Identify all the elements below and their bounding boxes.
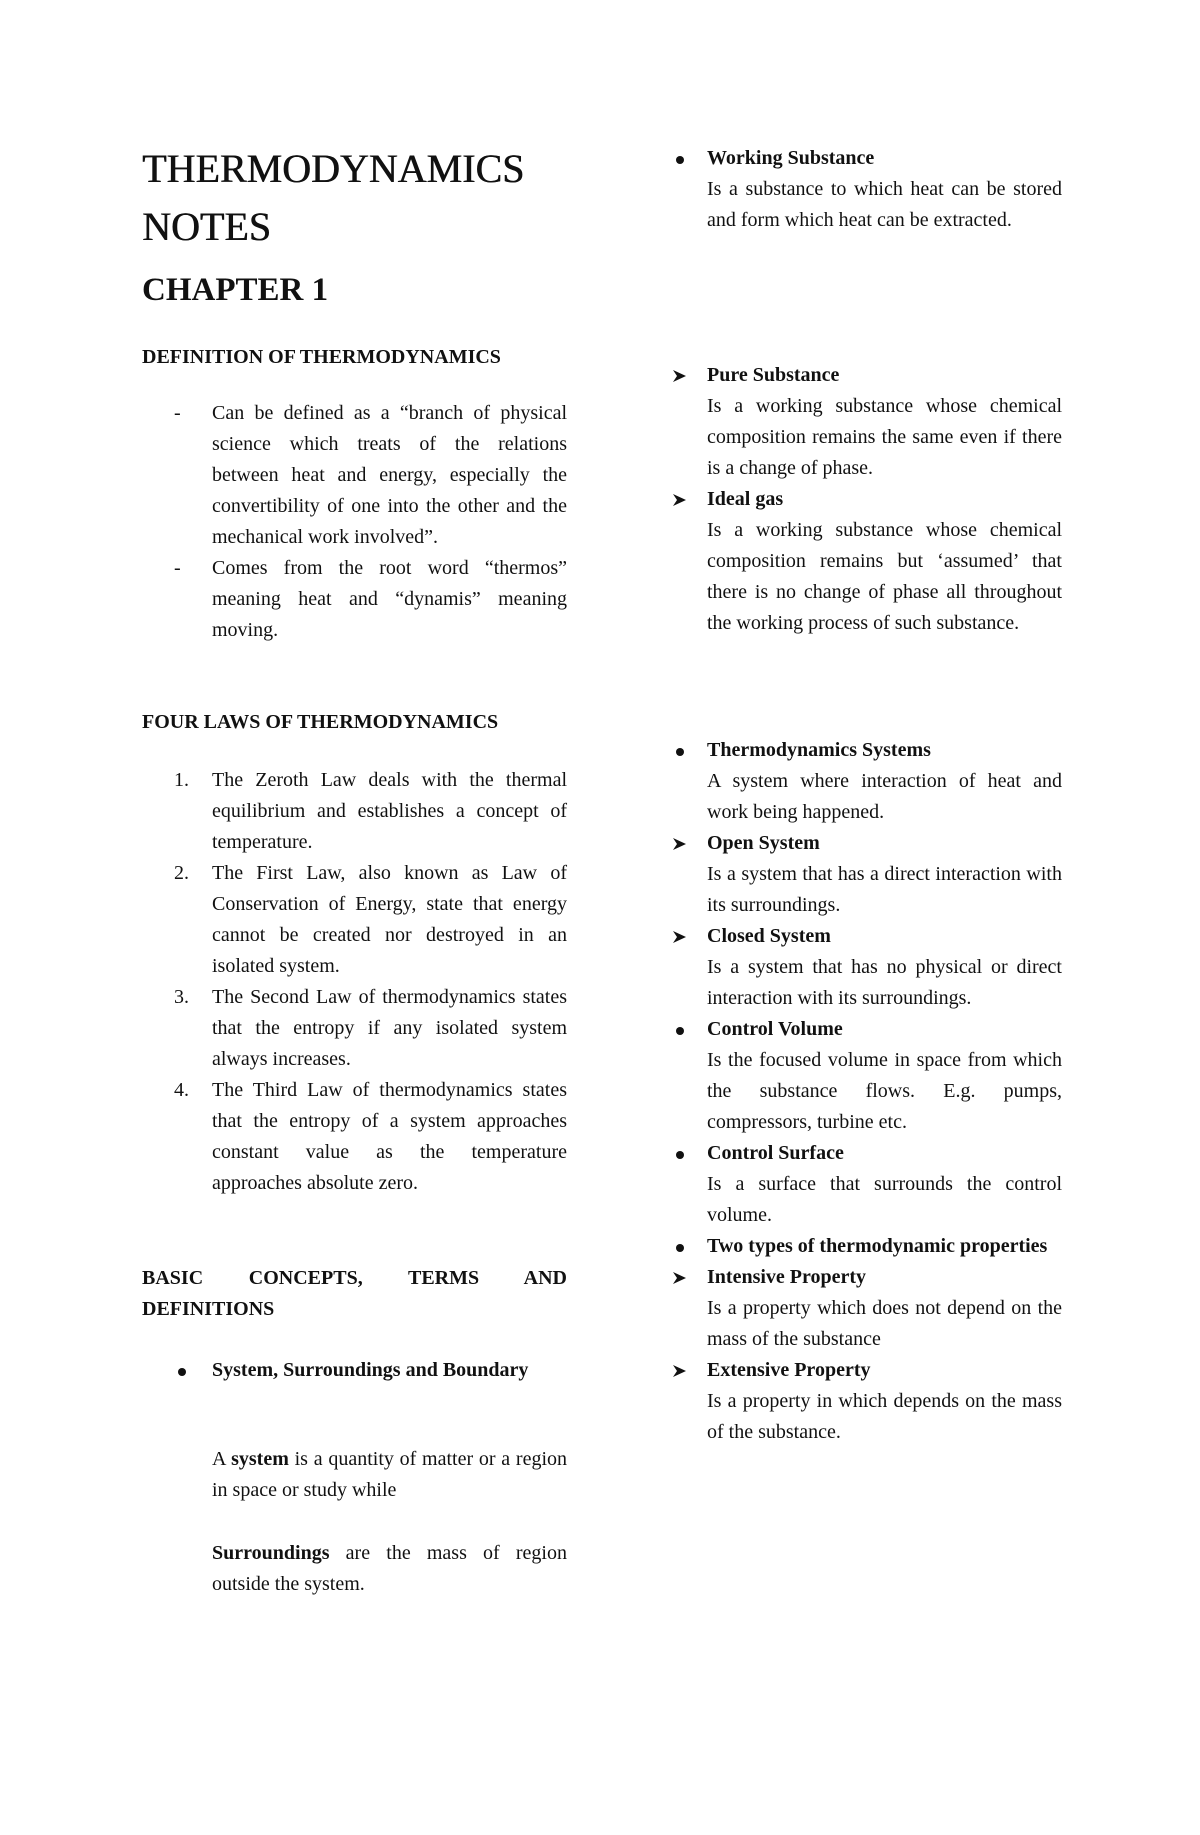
paragraph: A system is a quantity of matter or a region in space or study while <box>212 1448 567 1501</box>
arrow-icon <box>672 484 696 518</box>
list-item: Two types of thermodynamic properties <box>672 1231 1062 1262</box>
four-laws-list <box>142 765 567 1199</box>
chapter-heading: CHAPTER 1 <box>142 272 329 308</box>
bullet-icon <box>672 1138 696 1169</box>
surroundings-definition <box>212 1538 567 1600</box>
basic-concepts-section <box>142 1263 567 1325</box>
list-item: Ideal gas Is a working substance whose chemical composition remains but ‘assumed’ that there is no change of phase all throughout the working process of such substance. <box>672 484 1062 639</box>
list-item: Pure Substance Is a working substance whose chemical composition remains the same even if there is a change of phase. <box>672 360 1062 484</box>
list-item: Control Surface Is a surface that surrounds the control volume. <box>672 1138 1062 1231</box>
list-item: - Can be defined as a “branch of physical science which treats of the relations between heat and energy, especially the convertibility of one into the other and the mechanical work involved”. <box>142 398 567 553</box>
list-item: Working Substance Is a substance to which heat can be stored and form which heat can be extracted. <box>672 143 1062 236</box>
four-laws-section <box>142 707 567 738</box>
arrow-icon <box>672 828 696 862</box>
list-item: - Comes from the root word “thermos” meaning heat and “dynamis” meaning moving. <box>142 553 567 646</box>
system-definition <box>212 1444 567 1506</box>
list-item: Intensive Property Is a property which does not depend on the mass of the substance <box>672 1262 1062 1355</box>
bullet-icon <box>672 143 696 174</box>
working-substance-item <box>672 143 1062 236</box>
list-item: Extensive Property Is a property in which depends on the mass of the substance. <box>672 1355 1062 1448</box>
page-title: THERMODYNAMICS NOTES <box>142 146 525 249</box>
list-item: 2. The First Law, also known as Law of Conservation of Energy, state that energy cannot be created nor destroyed in an isolated system. <box>174 862 567 977</box>
list-item: 1. The Zeroth Law deals with the thermal equilibrium and establishes a concept of temperature. <box>174 769 567 853</box>
list-item: System, Surroundings and Boundary <box>174 1355 567 1386</box>
dash-marker: - <box>174 557 181 579</box>
system-boundary-item <box>174 1355 567 1386</box>
bullet-icon <box>174 1355 198 1386</box>
dash-marker: - <box>174 402 181 424</box>
arrow-icon <box>672 921 696 955</box>
list-item: Closed System Is a system that has no physical or direct interaction with its surroundings. <box>672 921 1062 1014</box>
systems-group <box>672 735 1062 1448</box>
arrow-icon <box>672 1262 696 1296</box>
section-heading-four-laws: FOUR LAWS OF THERMODYNAMICS <box>142 711 499 733</box>
bullet-icon <box>672 735 696 766</box>
definition-section <box>142 342 567 373</box>
section-heading-definition: DEFINITION OF THERMODYNAMICS <box>142 346 501 368</box>
pure-substance-group <box>672 360 1062 639</box>
bullet-icon <box>672 1231 696 1262</box>
section-heading-basic: BASIC CONCEPTS, TERMS AND DEFINITIONS <box>142 1267 567 1320</box>
definition-list <box>142 398 567 646</box>
bullet-icon <box>672 1014 696 1045</box>
list-item: Control Volume Is the focused volume in space from which the substance flows. E.g. pumps, compressors, turbine etc. <box>672 1014 1062 1138</box>
paragraph: Surroundings are the mass of region outside the system. <box>212 1542 567 1595</box>
list-item: Open System Is a system that has a direct interaction with its surroundings. <box>672 828 1062 921</box>
list-item: Thermodynamics Systems A system where interaction of heat and work being happened. <box>672 735 1062 828</box>
arrow-icon <box>672 360 696 394</box>
list-item: 3. The Second Law of thermodynamics states that the entropy if any isolated system always increases. <box>174 986 567 1070</box>
arrow-icon <box>672 1355 696 1389</box>
list-item: 4. The Third Law of thermodynamics states that the entropy of a system approaches constant value as the temperature approaches absolute zero. <box>174 1079 567 1194</box>
